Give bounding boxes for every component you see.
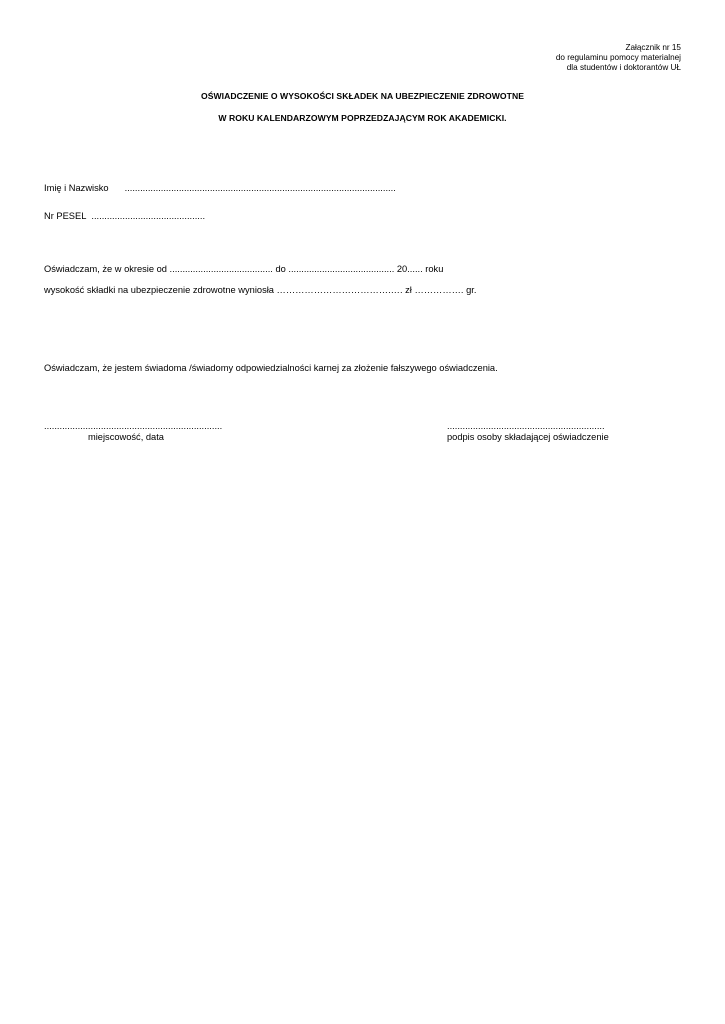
attachment-note xyxy=(556,43,681,73)
name-label: Imię i Nazwisko xyxy=(44,183,109,193)
name-fill-line: ......................................................................................................... xyxy=(124,183,396,193)
name-field xyxy=(44,183,396,193)
pesel-label: Nr PESEL xyxy=(44,211,87,221)
attachment-regulation: do regulaminu pomocy materialnej xyxy=(555,53,681,62)
place-date-block xyxy=(44,421,222,442)
pesel-field xyxy=(44,211,205,221)
place-date-caption: miejscowość, data xyxy=(88,432,164,442)
awareness-statement: Oświadczam, że jestem świadoma /świadomy odpowiedzialności karnej za złożenie fałszywego oświadczenia. xyxy=(44,363,498,373)
signature-fill-line: ............................................................. xyxy=(447,421,605,431)
place-date-fill-line: ..................................................................... xyxy=(44,421,223,431)
attachment-audience: dla studentów i doktorantów UŁ xyxy=(566,63,681,72)
document-title-line-1: OŚWIADCZENIE O WYSOKOŚCI SKŁADEK NA UBEZPIECZENIE ZDROWOTNE xyxy=(201,91,524,101)
signature-block xyxy=(447,421,609,442)
signature-caption: podpis osoby składającej oświadczenie xyxy=(447,432,609,442)
pesel-fill-line: ............................................ xyxy=(91,211,206,221)
document-title-line-2: W ROKU KALENDARZOWYM POPRZEDZAJĄCYM ROK AKADEMICKI. xyxy=(218,113,507,123)
period-statement: Oświadczam, że w okresie od ........................................ do ......................................... 20...... roku xyxy=(44,264,444,274)
attachment-number: Załącznik nr 15 xyxy=(625,43,681,52)
amount-statement: wysokość składki na ubezpieczenie zdrowotne wyniosła ……………………………….…. zł ……………. gr. xyxy=(44,285,477,295)
